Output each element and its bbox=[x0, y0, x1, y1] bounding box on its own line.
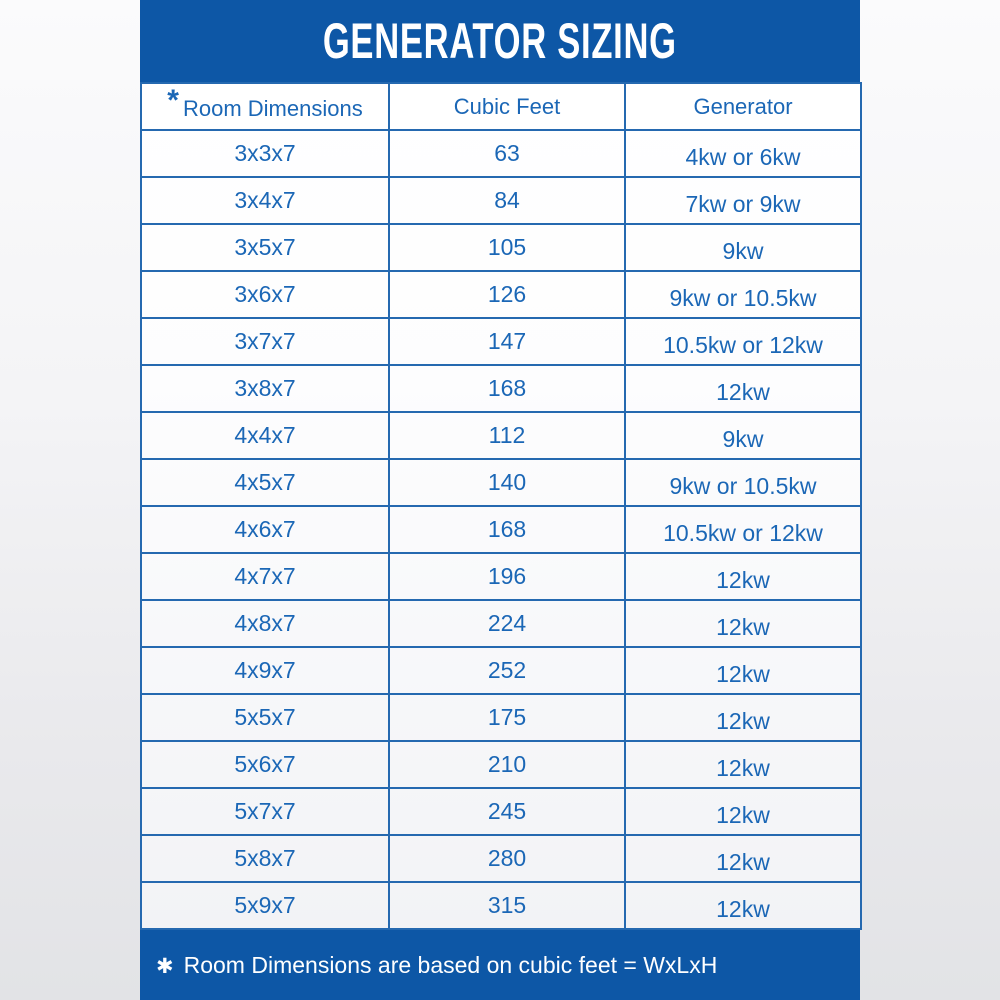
generator-cell: 9kw or 10.5kw bbox=[625, 459, 861, 506]
cubic-feet-cell: 112 bbox=[389, 412, 625, 459]
header-room-dimensions bbox=[141, 83, 389, 130]
cubic-feet-cell: 126 bbox=[389, 271, 625, 318]
generator-cell: 9kw or 10.5kw bbox=[625, 271, 861, 318]
asterisk-marker: ✱ bbox=[156, 954, 174, 978]
cubic-feet-cell: 245 bbox=[389, 788, 625, 835]
generator-cell: 9kw bbox=[625, 224, 861, 271]
generator-cell: 12kw bbox=[625, 365, 861, 412]
cubic-feet-cell: 168 bbox=[389, 365, 625, 412]
table-row bbox=[141, 177, 861, 224]
table-row bbox=[141, 882, 861, 929]
room-dimensions-cell: 4x4x7 bbox=[141, 412, 389, 459]
room-dimensions-cell: 5x9x7 bbox=[141, 882, 389, 929]
generator-cell: 10.5kw or 12kw bbox=[625, 506, 861, 553]
table-row bbox=[141, 741, 861, 788]
generator-cell: 7kw or 9kw bbox=[625, 177, 861, 224]
cubic-feet-cell: 84 bbox=[389, 177, 625, 224]
header-generator: Generator bbox=[625, 83, 861, 130]
cubic-feet-cell: 140 bbox=[389, 459, 625, 506]
generator-cell: 12kw bbox=[625, 694, 861, 741]
table-row bbox=[141, 694, 861, 741]
generator-cell: 12kw bbox=[625, 600, 861, 647]
footnote-text: Room Dimensions are based on cubic feet = WxLxH bbox=[183, 951, 718, 978]
cubic-feet-cell: 196 bbox=[389, 553, 625, 600]
room-dimensions-cell: 4x6x7 bbox=[141, 506, 389, 553]
table-row bbox=[141, 318, 861, 365]
table-row bbox=[141, 412, 861, 459]
cubic-feet-cell: 168 bbox=[389, 506, 625, 553]
asterisk-marker: * bbox=[167, 83, 179, 117]
room-dimensions-cell: 4x7x7 bbox=[141, 553, 389, 600]
generator-cell: 12kw bbox=[625, 788, 861, 835]
page-title: GENERATOR SIZING bbox=[323, 13, 677, 69]
room-dimensions-cell: 3x3x7 bbox=[141, 130, 389, 177]
table-row bbox=[141, 600, 861, 647]
header-room-dimensions-label: Room Dimensions bbox=[182, 95, 363, 121]
room-dimensions-cell: 5x6x7 bbox=[141, 741, 389, 788]
generator-cell: 9kw bbox=[625, 412, 861, 459]
generator-cell: 10.5kw or 12kw bbox=[625, 318, 861, 365]
table-row bbox=[141, 224, 861, 271]
cubic-feet-cell: 280 bbox=[389, 835, 625, 882]
room-dimensions-cell: 3x7x7 bbox=[141, 318, 389, 365]
cubic-feet-cell: 315 bbox=[389, 882, 625, 929]
generator-sizing-panel bbox=[140, 0, 860, 1000]
generator-cell: 12kw bbox=[625, 835, 861, 882]
generator-cell: 12kw bbox=[625, 741, 861, 788]
title-band bbox=[140, 0, 860, 82]
cubic-feet-cell: 147 bbox=[389, 318, 625, 365]
cubic-feet-cell: 252 bbox=[389, 647, 625, 694]
generator-cell: 12kw bbox=[625, 553, 861, 600]
generator-cell: 4kw or 6kw bbox=[625, 130, 861, 177]
cubic-feet-cell: 63 bbox=[389, 130, 625, 177]
table-row bbox=[141, 788, 861, 835]
cubic-feet-cell: 175 bbox=[389, 694, 625, 741]
table-row bbox=[141, 647, 861, 694]
room-dimensions-cell: 4x8x7 bbox=[141, 600, 389, 647]
table-row bbox=[141, 271, 861, 318]
table-row bbox=[141, 506, 861, 553]
cubic-feet-cell: 210 bbox=[389, 741, 625, 788]
room-dimensions-cell: 3x5x7 bbox=[141, 224, 389, 271]
room-dimensions-cell: 3x6x7 bbox=[141, 271, 389, 318]
room-dimensions-cell: 3x4x7 bbox=[141, 177, 389, 224]
room-dimensions-cell: 5x5x7 bbox=[141, 694, 389, 741]
room-dimensions-cell: 5x7x7 bbox=[141, 788, 389, 835]
room-dimensions-cell: 4x5x7 bbox=[141, 459, 389, 506]
room-dimensions-cell: 4x9x7 bbox=[141, 647, 389, 694]
generator-cell: 12kw bbox=[625, 647, 861, 694]
generator-cell: 12kw bbox=[625, 882, 861, 929]
footnote-band bbox=[140, 930, 860, 1000]
cubic-feet-cell: 105 bbox=[389, 224, 625, 271]
cubic-feet-cell: 224 bbox=[389, 600, 625, 647]
table-row bbox=[141, 553, 861, 600]
table-row bbox=[141, 459, 861, 506]
header-cubic-feet: Cubic Feet bbox=[389, 83, 625, 130]
room-dimensions-cell: 3x8x7 bbox=[141, 365, 389, 412]
table-header-row bbox=[141, 83, 861, 130]
table-row bbox=[141, 365, 861, 412]
table-row bbox=[141, 130, 861, 177]
room-dimensions-cell: 5x8x7 bbox=[141, 835, 389, 882]
table-row bbox=[141, 835, 861, 882]
generator-sizing-table bbox=[140, 82, 862, 930]
